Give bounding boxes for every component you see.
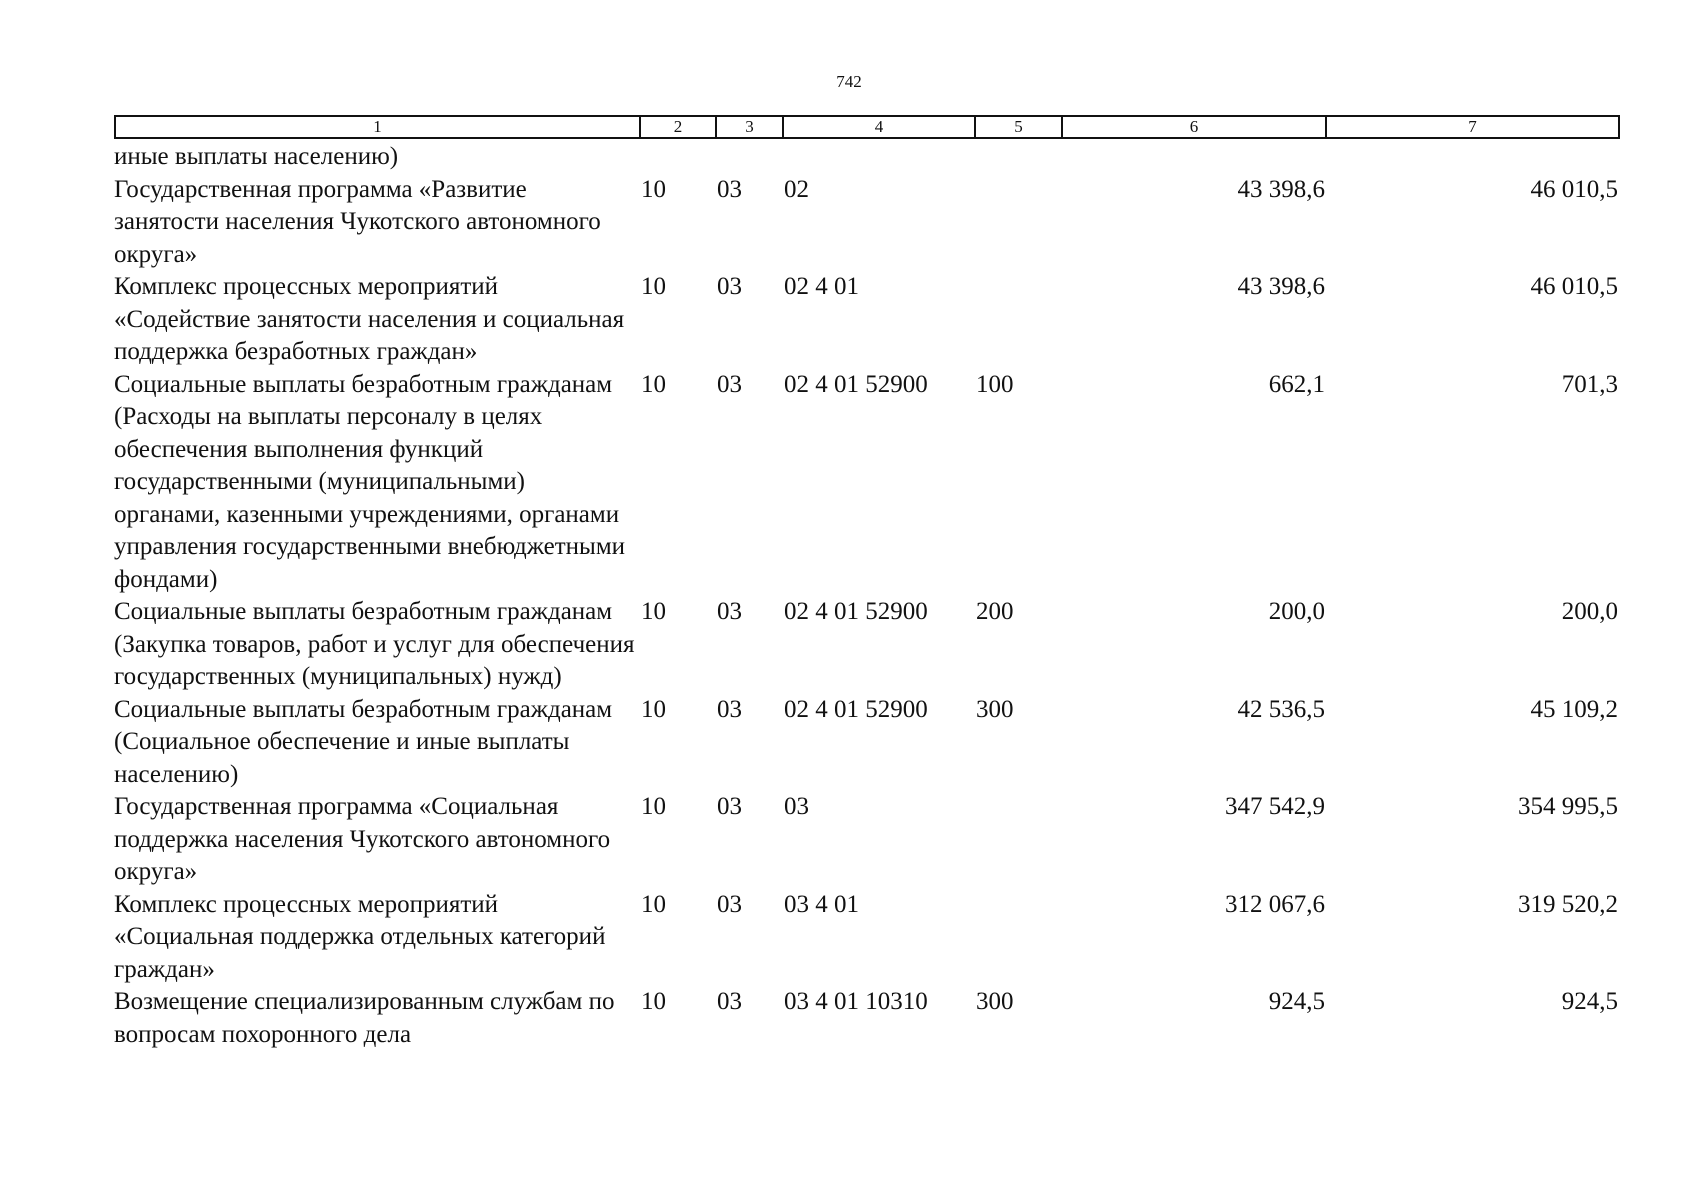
row-expense-type-cell — [974, 271, 1061, 369]
row-subsection-cell: 03 — [717, 890, 742, 918]
row-subsection-cell: 03 — [717, 695, 742, 723]
row-amount-1-cell: 43 398,6 — [1237, 273, 1325, 300]
row-subsection-cell: 03 — [717, 370, 742, 398]
row-section-cell: 10 — [641, 695, 666, 723]
row-name-cell: Социальные выплаты безработным гражданам (Закупка товаров, работ и услуг для обеспечения государственных (муниципальных) нужд) — [114, 598, 635, 690]
row-section-cell: 10 — [641, 370, 666, 398]
row-name-cell: иные выплаты населению) — [114, 143, 399, 170]
row-target-article-cell: 02 — [784, 175, 809, 203]
table-row — [114, 271, 1618, 369]
row-amount-1-cell: 42 536,5 — [1237, 695, 1325, 723]
row-subsection-cell: 03 — [717, 175, 742, 203]
row-amount-1-cell: 43 398,6 — [1237, 175, 1325, 203]
row-amount-1-cell: 662,1 — [1268, 370, 1325, 398]
row-target-article-cell: 03 — [784, 793, 809, 820]
column-header-1: 1 — [115, 116, 640, 138]
column-header-4: 4 — [783, 116, 975, 138]
row-section-cell: 10 — [641, 988, 666, 1015]
row-target-article-cell: 03 4 01 — [784, 890, 859, 918]
row-target-article-cell: 02 4 01 52900 — [784, 598, 928, 625]
table-row — [114, 369, 1618, 597]
row-amount-2-cell — [1325, 141, 1618, 174]
column-number-header — [114, 115, 1620, 139]
row-amount-2-cell: 354 995,5 — [1518, 793, 1618, 820]
table-row — [114, 986, 1618, 1051]
row-amount-2-cell: 924,5 — [1561, 988, 1618, 1015]
row-name-cell: Государственная программа «Социальная поддержка населения Чукотского автономного округа» — [114, 793, 611, 885]
column-header-2: 2 — [640, 116, 716, 138]
row-amount-1-cell: 200,0 — [1268, 598, 1325, 625]
row-amount-1-cell: 312 067,6 — [1225, 890, 1325, 918]
row-target-article-cell: 02 4 01 — [784, 273, 859, 300]
table-row — [114, 889, 1618, 987]
table-row — [114, 596, 1618, 694]
column-header-6: 6 — [1062, 116, 1326, 138]
row-target-article-cell: 02 4 01 52900 — [784, 370, 928, 398]
row-target-article-cell: 02 4 01 52900 — [784, 695, 928, 723]
row-section-cell: 10 — [641, 598, 666, 625]
row-name-cell: Социальные выплаты безработным гражданам (Расходы на выплаты персоналу в целях обеспечения выполнения функций государственными (муниципальными) органами, казенными учреждениями, органами управления государственными внебюджетными фондами) — [114, 370, 626, 593]
row-amount-1-cell: 924,5 — [1268, 988, 1325, 1015]
budget-table — [114, 141, 1618, 1051]
row-expense-type-cell — [974, 141, 1061, 174]
row-section-cell: 10 — [641, 273, 666, 300]
page-number: 742 — [836, 72, 862, 91]
table-row — [114, 791, 1618, 889]
row-amount-2-cell: 319 520,2 — [1518, 890, 1618, 918]
row-target-article-cell: 03 4 01 10310 — [784, 988, 928, 1015]
row-subsection-cell: 03 — [717, 273, 742, 300]
row-subsection-cell — [715, 141, 782, 174]
table-row — [114, 174, 1618, 272]
row-amount-2-cell: 45 109,2 — [1530, 695, 1618, 723]
row-amount-1-cell: 347 542,9 — [1225, 793, 1325, 820]
row-name-cell: Возмещение специализированным службам по вопросам похоронного дела — [114, 988, 615, 1048]
column-header-5: 5 — [975, 116, 1062, 138]
row-expense-type-cell — [974, 174, 1061, 272]
header-row — [115, 116, 1619, 138]
row-amount-2-cell: 701,3 — [1561, 370, 1618, 398]
row-expense-type-cell: 300 — [976, 695, 1014, 723]
row-name-cell: Комплекс процессных мероприятий «Социальная поддержка отдельных категорий граждан» — [114, 890, 606, 983]
row-expense-type-cell — [974, 791, 1061, 889]
column-header-7: 7 — [1326, 116, 1619, 138]
row-target-article-cell — [782, 141, 974, 174]
table-row — [114, 141, 1618, 174]
column-header-3: 3 — [716, 116, 783, 138]
row-expense-type-cell: 300 — [976, 988, 1014, 1015]
row-expense-type-cell: 100 — [976, 370, 1014, 398]
row-amount-2-cell: 46 010,5 — [1530, 175, 1618, 203]
row-amount-1-cell — [1061, 141, 1325, 174]
row-name-cell: Государственная программа «Развитие занятости населения Чукотского автономного округа» — [114, 175, 601, 268]
row-subsection-cell: 03 — [717, 793, 742, 820]
row-subsection-cell: 03 — [717, 988, 742, 1015]
row-expense-type-cell: 200 — [976, 598, 1014, 625]
row-subsection-cell: 03 — [717, 598, 742, 625]
table-row — [114, 694, 1618, 792]
row-expense-type-cell — [974, 889, 1061, 987]
row-section-cell — [639, 141, 715, 174]
row-amount-2-cell: 200,0 — [1561, 598, 1618, 625]
row-section-cell: 10 — [641, 175, 666, 203]
row-name-cell: Комплекс процессных мероприятий «Содействие занятости населения и социальная поддержка безработных граждан» — [114, 273, 625, 365]
row-section-cell: 10 — [641, 890, 666, 918]
row-section-cell: 10 — [641, 793, 666, 820]
row-name-cell: Социальные выплаты безработным гражданам (Социальное обеспечение и иные выплаты населению) — [114, 695, 613, 788]
row-amount-2-cell: 46 010,5 — [1530, 273, 1618, 300]
